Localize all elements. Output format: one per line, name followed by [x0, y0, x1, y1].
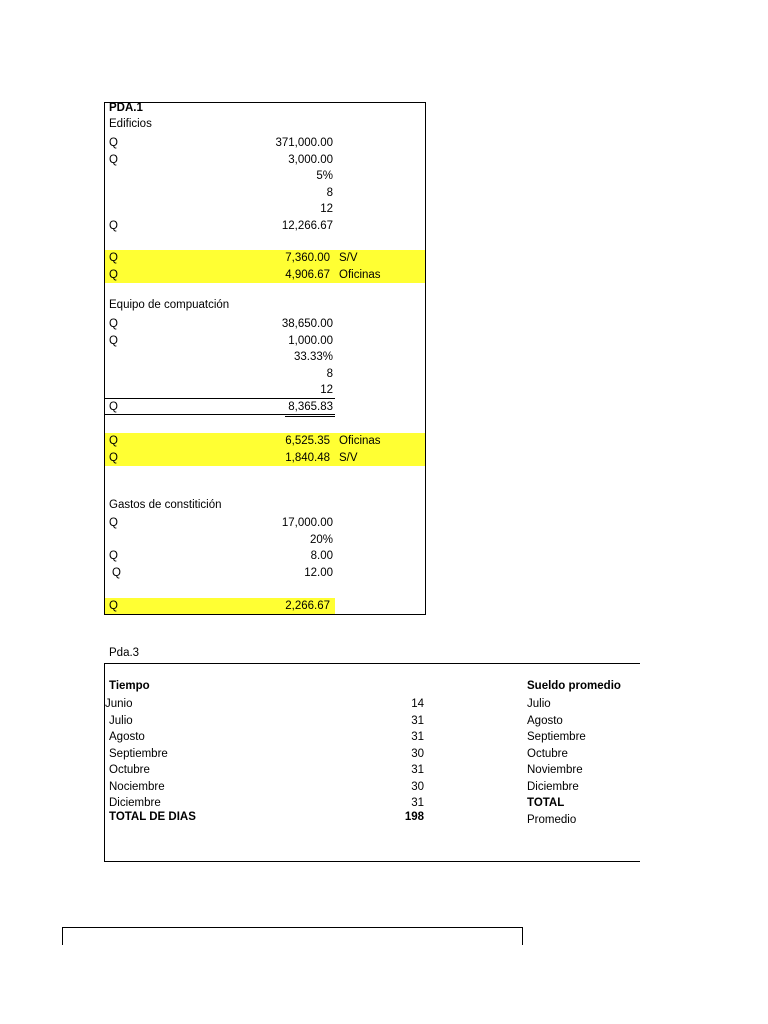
edificios-row-currency: Q — [109, 137, 118, 149]
edificios-hl-value: 4,906.67 — [285, 268, 330, 281]
month-days: 31 — [411, 731, 424, 743]
equipo-row-value: 1,000.00 — [288, 334, 333, 347]
pda3-left-border — [104, 663, 105, 862]
edificios-row-value: 12,266.67 — [281, 219, 333, 232]
month-days: 14 — [411, 698, 424, 710]
month-days: 30 — [411, 747, 424, 760]
gastos-row-value: 8.00 — [310, 550, 333, 562]
edificios-hl-note: Oficinas — [339, 268, 381, 281]
equipo-row-value: 8,365.83 — [288, 400, 333, 413]
month-days: 30 — [411, 780, 424, 793]
gastos-row-currency: Q — [109, 550, 118, 562]
tiempo-header: Tiempo — [109, 680, 150, 692]
edificios-hl-note: S/V — [339, 252, 358, 264]
month-days: 31 — [411, 714, 424, 727]
gastos-row-value: 20% — [309, 533, 333, 546]
gastos-hl-value: 2,266.67 — [285, 600, 330, 612]
sueldo-row: Noviembre — [527, 764, 583, 776]
pda1-title: PDA.1 — [109, 102, 143, 114]
equipo-row-currency: Q — [109, 318, 118, 330]
edificios-hl-value: 7,360.00 — [285, 252, 330, 264]
equipo-row-currency: Q — [109, 334, 118, 347]
month-name: Nociembre — [109, 780, 165, 793]
month-days: 31 — [411, 797, 424, 809]
bottom-box-top — [62, 927, 523, 928]
edificios-row-currency: Q — [109, 219, 118, 232]
edificios-row-value: 8 — [326, 186, 333, 199]
equipo-underline-top — [105, 398, 335, 399]
month-name: Diciembre — [109, 797, 161, 809]
month-name: Agosto — [109, 731, 145, 743]
equipo-hl-currency: Q — [109, 451, 118, 464]
pda3-title: Pda.3 — [109, 647, 140, 659]
gastos-row-value: 17,000.00 — [281, 517, 333, 529]
total-dias-label: TOTAL DE DIAS — [109, 811, 196, 823]
pda3-bottom-border — [104, 861, 640, 862]
gastos-row-currency: Q — [109, 517, 118, 529]
sueldo-row: TOTAL — [527, 797, 565, 809]
equipo-hl-note: S/V — [339, 451, 358, 464]
equipo-row-value: 8 — [326, 367, 333, 380]
edificios-hl-currency: Q — [109, 252, 118, 264]
gastos-heading: Gastos de constitición — [109, 499, 222, 511]
edificios-row-value: 5% — [316, 170, 333, 182]
equipo-underline-bottom-2 — [285, 416, 335, 417]
edificios-row-value: 12 — [320, 203, 333, 215]
sueldo-row: Diciembre — [527, 780, 579, 793]
sueldo-row: Octubre — [527, 747, 568, 760]
edificios-heading: Edificios — [109, 118, 152, 130]
sueldo-header: Sueldo promedio — [527, 680, 621, 692]
edificios-row-value: 3,000.00 — [288, 153, 333, 166]
equipo-heading: Equipo de compuatción — [109, 299, 230, 311]
sueldo-row: Promedio — [527, 813, 577, 826]
equipo-hl-currency: Q — [109, 435, 118, 447]
equipo-row-currency: Q — [109, 400, 118, 413]
equipo-underline-bottom-1 — [105, 414, 335, 415]
equipo-row-value: 33.33% — [293, 351, 333, 363]
month-name: Junio — [105, 698, 133, 710]
equipo-hl-note: Oficinas — [339, 435, 381, 447]
month-name: Septiembre — [109, 747, 168, 760]
equipo-row-value: 38,650.00 — [281, 318, 333, 330]
sueldo-row: Agosto — [527, 714, 563, 727]
total-dias-value: 198 — [404, 811, 424, 823]
edificios-row-value: 371,000.00 — [275, 137, 333, 149]
sueldo-row: Septiembre — [527, 731, 586, 743]
gastos-row-currency: Q — [112, 566, 121, 579]
bottom-box-right — [522, 927, 523, 945]
equipo-hl-value: 1,840.48 — [285, 451, 330, 464]
gastos-row-value: 12.00 — [304, 566, 333, 579]
month-days: 31 — [411, 764, 424, 776]
gastos-hl-currency: Q — [109, 600, 118, 612]
bottom-box-left — [62, 927, 63, 945]
edificios-row-currency: Q — [109, 153, 118, 166]
equipo-hl-value: 6,525.35 — [285, 435, 330, 447]
sueldo-row: Julio — [527, 698, 551, 710]
month-name: Octubre — [109, 764, 150, 776]
month-name: Julio — [109, 714, 133, 727]
edificios-hl-currency: Q — [109, 268, 118, 281]
equipo-row-value: 12 — [320, 384, 333, 396]
pda3-top-border — [104, 663, 640, 664]
